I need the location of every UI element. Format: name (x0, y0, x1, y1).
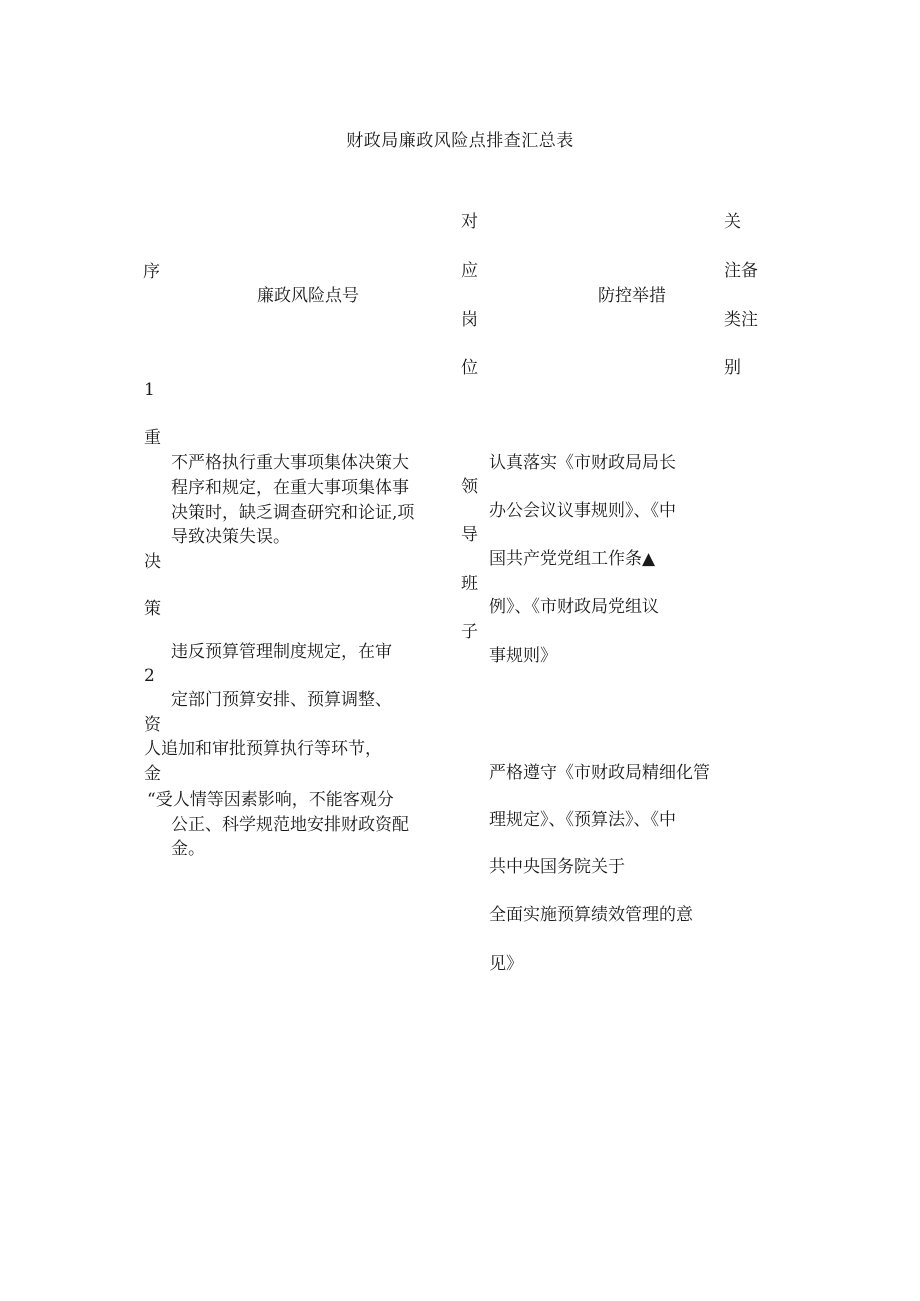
row-1-risk-line-3: 决策时，缺乏调查研究和论证,项 (171, 503, 415, 523)
row-2-risk-line-6: 金。 (171, 839, 205, 859)
row-1-post-char-4: 子 (461, 622, 478, 642)
header-post-char-1: 对 (461, 212, 478, 232)
row-2-measure-line-1: 严格遵守《市财政局精细化管 (489, 763, 710, 783)
header-post-char-2: 应 (461, 261, 478, 281)
row-2-risk-line-2: 定部门预算安排、预算调整、 (171, 690, 392, 710)
row-1-category-char-2: 决 (144, 552, 161, 572)
row-2-category-char-2: 金 (144, 764, 161, 784)
row-2-risk-line-4: “受人情等因素影响，不能客观分 (147, 790, 394, 810)
row-2-category-char-1: 资 (144, 715, 161, 735)
header-post-char-4: 位 (461, 358, 478, 378)
row-1-post-char-1: 领 (461, 477, 478, 497)
header-note-line-1: 注备 (724, 261, 758, 281)
row-1-category-char-3: 策 (144, 599, 161, 619)
row-1-post-char-2: 导 (461, 525, 478, 545)
header-note-line-2: 注 (741, 310, 758, 330)
row-1-measure-line-4: 例》、《市财政局党组议 (489, 597, 659, 617)
row-1-post-char-3: 班 (461, 574, 478, 594)
header-type-char-1: 关 (724, 212, 741, 232)
row-2-measure-line-4: 全面实施预算绩效管理的意 (489, 905, 693, 925)
row-1-measure-line-5: 事规则》 (489, 646, 557, 666)
header-risk-point: 廉政风险点号 (257, 286, 359, 306)
row-2-risk-line-5: 公正、科学规范地安排财政资配 (171, 815, 409, 835)
row-1-risk-line-2: 程序和规定，在重大事项集体事 (171, 478, 409, 498)
header-type-char-3: 别 (724, 358, 741, 378)
row-1-measure-line-1: 认真落实《市财政局局长 (489, 453, 676, 473)
row-2-measure-line-3: 共中央国务院关于 (489, 857, 625, 877)
row-1-category-char-1: 重 (144, 428, 161, 448)
row-1-number: 1 (144, 380, 155, 400)
row-2-measure-line-5: 见》 (489, 954, 523, 974)
row-2-number: 2 (144, 666, 155, 686)
row-1-measure-line-2: 办公会议议事规则》、《中 (489, 501, 676, 521)
row-2-measure-line-2: 理规定》、《预算法》、《中 (489, 810, 676, 830)
row-1-measure-line-3: 国共产党党组工作条▲ (489, 549, 656, 569)
row-2-risk-line-3: 人追加和审批预算执行等环节， (144, 739, 382, 759)
row-1-risk-line-1: 不严格执行重大事项集体决策大 (171, 453, 409, 473)
header-type-char-2: 类 (724, 310, 741, 330)
row-2-risk-line-1: 违反预算管理制度规定，在审 (171, 642, 392, 662)
row-1-risk-line-4: 导致决策失误。 (171, 527, 290, 547)
header-measures: 防控举措 (598, 286, 666, 306)
page-title: 财政局廉政风险点排查汇总表 (346, 131, 574, 151)
header-seq: 序 (143, 262, 160, 282)
header-post-char-3: 岗 (461, 310, 478, 330)
